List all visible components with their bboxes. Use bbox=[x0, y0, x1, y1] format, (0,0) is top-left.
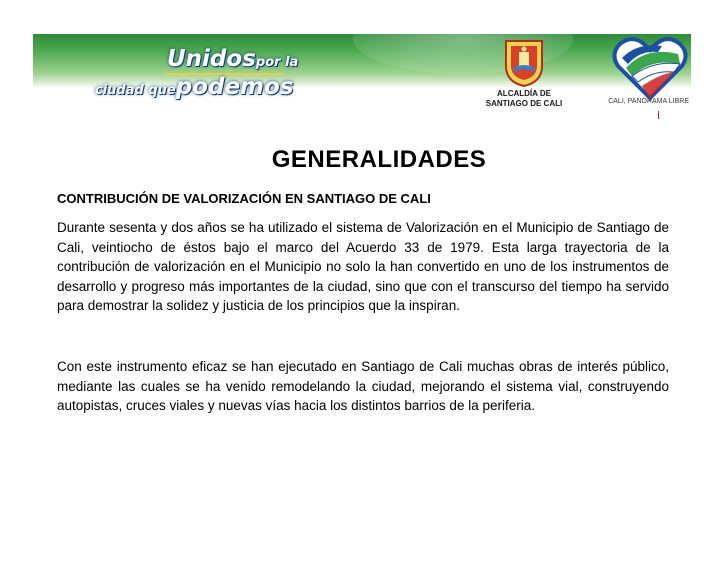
paragraph-public-works: Con este instrumento eficaz se han ejecutado en Santiago de Cali muchas obras de interés público, mediante las cuales se ha venido remodelando la ciudad, mejorando el sistema vial, construyendo autopistas, cruces viales y nuevas vías hacia los distintos barrios de la periferia. bbox=[57, 359, 669, 413]
crest-caption-line1: ALCALDÍA DE bbox=[497, 89, 551, 98]
slogan-logo bbox=[95, 46, 299, 110]
city-crest-icon bbox=[503, 38, 545, 88]
page-title: GENERALIDADES bbox=[271, 146, 487, 173]
heart-logo-icon bbox=[612, 36, 688, 102]
slogan-word-por-la: por la bbox=[255, 55, 299, 70]
paragraph-history: Durante sesenta y dos años se ha utilizado el sistema de Valorización en el Municipio de Santiago de Cali, veintiocho de éstos bajo el marco del Acuerdo 33 de 1979. Esta larga trayectoria de la contribución de valorización en el Municipio no solo la han convertido en uno de los instrumentos de desarrollo y progreso más importantes de la ciudad, sino que con el transcurso del tiempo ha servido para demostrar la solidez y justicia de los principios que la inspiran. bbox=[57, 220, 669, 313]
red-accent-mark bbox=[658, 111, 659, 119]
slogan-word-ciudad-que: ciudad que bbox=[95, 83, 176, 98]
crest-caption-line2: SANTIAGO DE CALI bbox=[485, 99, 563, 108]
crest-caption bbox=[468, 89, 580, 109]
section-subtitle: CONTRIBUCIÓN DE VALORIZACIÓN EN SANTIAGO DE CALI bbox=[57, 191, 431, 206]
slogan-word-unidos: Unidos bbox=[167, 46, 256, 72]
heart-caption: CALI, PANORAMA LIBRE bbox=[608, 98, 689, 105]
slogan-word-podemos: podemos bbox=[175, 74, 294, 100]
